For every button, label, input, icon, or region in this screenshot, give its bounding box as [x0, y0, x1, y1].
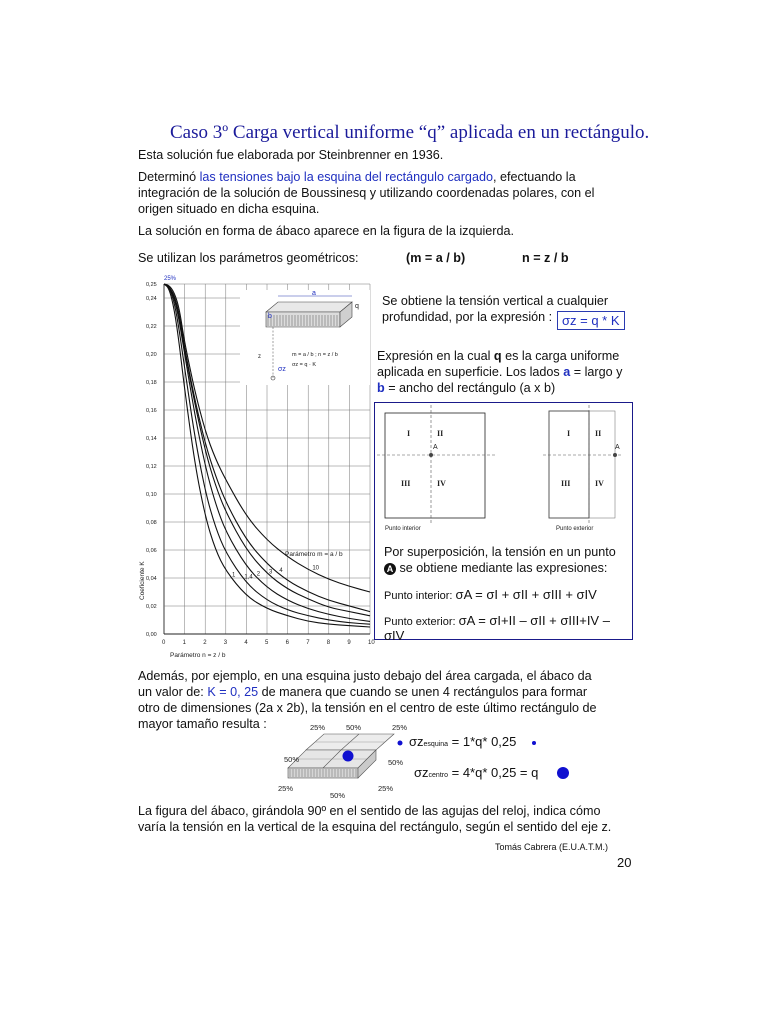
p5-line1: La figura del ábaco, girándola 90º en el sentido de las agujas del reloj, indica cómo — [138, 804, 601, 818]
right-t2-post: es la carga uniforme — [501, 349, 620, 363]
param-m: (m = a / b) — [406, 251, 466, 265]
interior-q4: IV — [437, 479, 446, 488]
pct-mid-right: 50% — [388, 758, 404, 767]
chart-y-axis-label: Coeficiente K — [139, 561, 146, 600]
equation-corner — [409, 734, 516, 749]
curve-label: 10 — [312, 565, 320, 572]
right-t2-line2-post: = largo y — [570, 365, 623, 379]
eq-corner-rest: = 1*q* 0,25 — [448, 734, 517, 749]
p2-pre: Determinó — [138, 170, 200, 184]
p2-line3: origen situado en dicha esquina. — [138, 202, 320, 216]
p2-line2: integración de la solución de Boussinesq y utilizando coordenadas polares, con el — [138, 186, 595, 200]
y-tick-label: 0,14 — [146, 436, 157, 442]
right-t1-line2: profundidad, por la expresión : — [382, 310, 553, 324]
p2-line1-post: , efectuando la — [492, 170, 576, 184]
y-tick-label: 0,12 — [146, 464, 157, 470]
p4-k-value: K = 0, 25 — [207, 685, 259, 699]
center-point-marker — [343, 751, 354, 762]
x-tick-label: 1 — [182, 640, 186, 646]
eq-center-sigma: σz — [414, 765, 429, 780]
pct-top-left: 25% — [310, 723, 326, 732]
point-a-circle-icon: A — [384, 563, 396, 575]
pct-bottom-center: 50% — [330, 791, 346, 800]
eq-center-sub: centro — [428, 772, 448, 779]
p4-line2-post: de manera que cuando se unen 4 rectángulos para formar — [258, 685, 588, 699]
chart-x-axis-label: Parámetro n = z / b — [170, 652, 226, 659]
superposition-box — [374, 402, 633, 643]
intro-text: Esta solución fue elaborada por Steinbrenner en 1936. — [138, 148, 444, 162]
y-tick-label: 0,02 — [146, 604, 157, 610]
sup-line1: Por superposición, la tensión en un punto — [384, 545, 616, 559]
four-rectangles-diagram — [278, 718, 414, 800]
inset-b-label: b — [268, 313, 272, 320]
y-tick-label: 0,10 — [146, 492, 157, 498]
right-t2-line3-post: = ancho del rectángulo (a x b) — [384, 381, 556, 395]
eq-exterior-label: Punto exterior: — [384, 616, 456, 628]
exterior-point-a — [613, 453, 617, 457]
exterior-q4: IV — [595, 479, 604, 488]
p5-line2: varía la tensión en la vertical de la esquina del rectángulo, según el sentido del eje z. — [138, 820, 612, 834]
formula-box-sigma: σz = q * K — [557, 311, 625, 330]
x-tick-label: 3 — [223, 640, 228, 646]
caption-interior: Punto interior — [385, 526, 421, 532]
y-tick-label: 0,25 — [146, 282, 157, 288]
pct-mid-left: 50% — [284, 755, 300, 764]
eq-interior-label: Punto interior: — [384, 590, 453, 602]
chart-top-label: 25% — [164, 276, 177, 282]
curve-label: 4 — [279, 568, 283, 575]
right-text-2 — [377, 348, 647, 396]
inset-diagram — [240, 290, 370, 385]
y-tick-label: 0,20 — [146, 352, 157, 358]
x-tick-label: 4 — [244, 640, 248, 646]
exterior-inner-rectangle — [549, 411, 589, 518]
interior-point-a — [429, 453, 433, 457]
right-t2-a: a — [563, 365, 571, 379]
param-n: n = z / b — [522, 251, 569, 265]
x-tick-label: 9 — [347, 640, 351, 646]
params-label: Se utilizan los parámetros geométricos: — [138, 251, 359, 265]
x-tick-label: 6 — [285, 640, 289, 646]
eq-corner-sigma: σz — [409, 734, 424, 749]
interior-q3: III — [401, 479, 411, 488]
superposition-diagrams — [375, 403, 632, 543]
x-tick-label: 0 — [162, 640, 166, 646]
p2-link-text: las tensiones bajo la esquina del rectángulo cargado — [199, 170, 493, 184]
eq-interior-formula: σA = σI + σII + σIII + σIV — [455, 587, 597, 602]
inset-a-label: a — [312, 290, 316, 297]
corner-point-marker — [398, 741, 403, 746]
y-tick-label: 0,04 — [146, 576, 157, 582]
pct-bottom-left: 25% — [278, 784, 294, 793]
pct-bottom-right: 25% — [378, 784, 394, 793]
curve-label: 1,4 — [244, 574, 253, 581]
page-title: Caso 3º Carga vertical uniforme “q” aplicada en un rectángulo. — [170, 122, 650, 143]
inset-q-label: q — [355, 303, 359, 310]
pct-top-right: 25% — [392, 723, 408, 732]
page-number: 20 — [617, 855, 632, 870]
curve-label: 2 — [256, 571, 261, 578]
inset-note-2: σz = q · K — [292, 362, 317, 368]
y-tick-label: 0,06 — [146, 548, 157, 554]
x-tick-label: 5 — [265, 640, 269, 646]
equation-interior — [384, 587, 597, 602]
inset-note-1: m = a / b ; n = z / b — [292, 352, 338, 358]
interior-a-label: A — [433, 444, 438, 451]
x-tick-label: 10 — [368, 640, 375, 646]
x-tick-label: 2 — [203, 640, 207, 646]
eq-corner-sub: esquina — [423, 741, 449, 748]
paragraph-3: La solución en forma de ábaco aparece en la figura de la izquierda. — [138, 224, 514, 238]
y-tick-label: 0,24 — [146, 296, 157, 302]
equation-exterior — [384, 613, 632, 643]
right-t2-q: q — [493, 349, 502, 363]
steinbrenner-abacus-chart — [130, 270, 375, 660]
eq-center-rest: = 4*q* 0,25 = q — [448, 765, 539, 780]
p4-line2-pre: un valor de: — [138, 685, 208, 699]
y-tick-label: 0,00 — [146, 632, 157, 638]
right-t2-b: b — [377, 381, 385, 395]
y-tick-label: 0,22 — [146, 324, 157, 330]
paragraph-2 — [138, 169, 638, 217]
x-tick-label: 8 — [326, 640, 331, 646]
exterior-q3: III — [561, 479, 571, 488]
x-tick-label: 7 — [306, 640, 310, 646]
corner-dot-icon — [532, 741, 536, 745]
center-dot-icon — [557, 767, 569, 779]
equation-center — [414, 765, 538, 780]
exterior-q2: II — [595, 429, 602, 438]
chart-legend-text: Parámetro m = a / b — [285, 551, 343, 558]
interior-q2: II — [437, 429, 444, 438]
p4-line1: Además, por ejemplo, en una esquina justo debajo del área cargada, el ábaco da — [138, 669, 592, 683]
inset-z-label: z — [258, 354, 261, 360]
y-tick-label: 0,18 — [146, 380, 157, 386]
curve-label: 3 — [269, 569, 273, 576]
footer-author: Tomás Cabrera (E.U.A.T.M.) — [495, 842, 609, 852]
p4-line4: mayor tamaño resulta : — [138, 717, 267, 731]
y-tick-label: 0,08 — [146, 520, 157, 526]
eq-exterior-formula: σA = σI+II – σII + σIII+IV – σIV — [384, 613, 610, 643]
pct-top-center: 50% — [346, 723, 362, 732]
exterior-a-label: A — [615, 444, 620, 451]
right-t1-line1: Se obtiene la tensión vertical a cualquier — [382, 294, 609, 308]
interior-q1: I — [407, 429, 411, 438]
paragraph-5 — [138, 803, 658, 835]
exterior-outer-rectangle — [549, 411, 615, 518]
exterior-q1: I — [567, 429, 571, 438]
inset-top-face — [266, 302, 352, 312]
interior-rectangle — [385, 413, 485, 518]
inset-sigma-label: σz — [278, 366, 286, 373]
p4-line3: otro de dimensiones (2a x 2b), la tensión en el centro de este último rectángulo de — [138, 701, 597, 715]
curve-label: 1 — [231, 572, 236, 579]
superposition-text — [384, 544, 634, 576]
right-t2-pre: Expresión en la cual — [377, 349, 494, 363]
caption-exterior: Punto exterior — [556, 526, 594, 532]
sup-line2: se obtiene mediante las expresiones: — [396, 561, 608, 575]
y-tick-label: 0,16 — [146, 408, 157, 414]
right-t2-line2-pre: aplicada en superficie. Los lados — [377, 365, 564, 379]
